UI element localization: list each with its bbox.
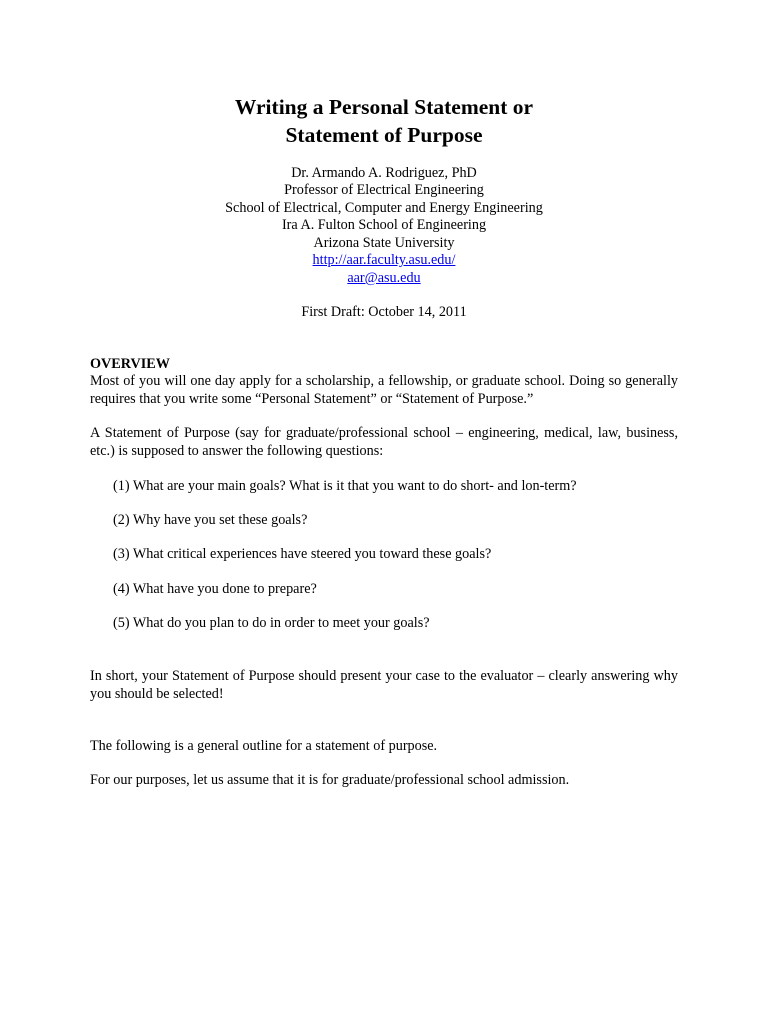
author-college: Ira A. Fulton School of Engineering [281, 217, 487, 233]
overview-paragraph-5: For our purposes, let us assume that it is for graduate/professional school admission. [90, 772, 570, 788]
author-email-row [0, 270, 768, 287]
draft-date: First Draft: October 14, 2011 [301, 304, 467, 320]
author-website-link[interactable]: http://aar.faculty.asu.edu/ [312, 252, 456, 268]
overview-heading: OVERVIEW [90, 356, 170, 372]
author-email-link[interactable]: aar@asu.edu [347, 270, 421, 286]
overview-paragraph-4: The following is a general outline for a statement of purpose. [90, 738, 438, 754]
question-1: (1) What are your main goals? What is it that you want to do short- and lon-term? [113, 478, 577, 494]
author-position: Professor of Electrical Engineering [284, 182, 484, 198]
question-5: (5) What do you plan to do in order to meet your goals? [113, 615, 430, 631]
document-title-line-2: Statement of Purpose [285, 123, 483, 147]
question-2: (2) Why have you set these goals? [113, 512, 308, 528]
author-school: School of Electrical, Computer and Energy Engineering [225, 200, 543, 216]
document-title-line-1: Writing a Personal Statement or [234, 95, 534, 119]
author-website-row [0, 252, 768, 269]
overview-paragraph-1: Most of you will one day apply for a scholarship, a fellowship, or graduate school. Doing so generally requires that you write some “Personal Statement” or “Statement of Purpose.” [90, 373, 678, 407]
question-4: (4) What have you done to prepare? [113, 581, 317, 597]
overview-paragraph-2: A Statement of Purpose (say for graduate/professional school – engineering, medical, law, business, etc.) is supposed to answer the following questions: [90, 425, 678, 459]
author-university: Arizona State University [313, 235, 455, 251]
overview-paragraph-3: In short, your Statement of Purpose should present your case to the evaluator – clearly answering why you should be selected! [90, 668, 678, 702]
question-3: (3) What critical experiences have steered you toward these goals? [113, 546, 492, 562]
author-name: Dr. Armando A. Rodriguez, PhD [291, 165, 477, 181]
